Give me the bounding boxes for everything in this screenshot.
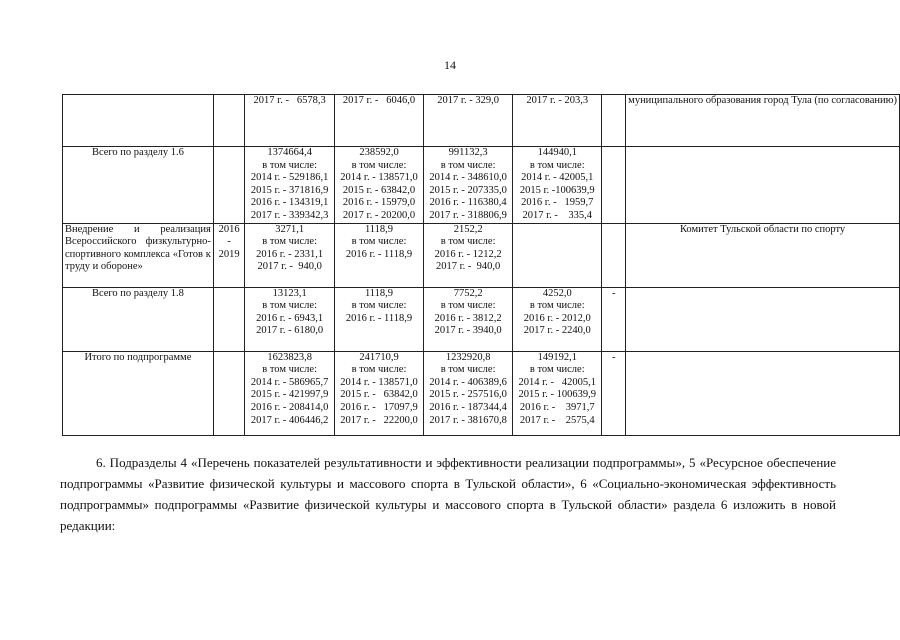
funding-line: 2017 г. - 406446,2: [250, 414, 329, 426]
funding-line: 2016 г. - 187344,4: [429, 401, 507, 413]
row-name-cell: Внедрение и реализация Всероссийского физкультурно-спортивного комплекса «Готов к труду и обороне»: [63, 223, 214, 287]
row-mark-cell: [602, 95, 626, 147]
funding-cell-c1: [245, 223, 335, 287]
responsible-cell: муниципального образования город Тула (по согласованию): [626, 95, 900, 147]
funding-line: 2017 г. - 2240,0: [523, 325, 591, 337]
funding-total: 1118,9: [364, 287, 394, 299]
funding-line: 2016 г. - 2012,0: [523, 312, 591, 324]
funding-line: в том числе:: [262, 236, 317, 248]
funding-line: 2015 г. - 257516,0: [429, 389, 507, 401]
funding-line: в том числе:: [351, 364, 407, 376]
funding-line: 2015 г. -100639,9: [519, 184, 595, 196]
budget-table-body: [63, 95, 900, 436]
funding-line: 2017 г. - 2575,4: [519, 414, 595, 426]
row-years-cell: 2016 - 2019: [213, 223, 244, 287]
funding-line: в том числе:: [351, 236, 407, 248]
funding-line: 2014 г. - 406389,6: [429, 376, 507, 388]
funding-cell-c3: [424, 223, 513, 287]
funding-line: в том числе:: [262, 159, 317, 171]
funding-line: 2016 г. - 1212,2: [434, 248, 502, 260]
funding-line: 2016 г. - 17097,9: [340, 401, 418, 413]
budget-table: [62, 94, 900, 436]
funding-total: 2152,2: [453, 223, 483, 235]
funding-line: 2014 г. - 586965,7: [250, 376, 329, 388]
responsible-cell: [626, 147, 900, 224]
responsible-cell: Комитет Тульской области по спорту: [626, 223, 900, 287]
funding-line: 2015 г. - 63842,0: [340, 389, 418, 401]
row-mark-cell: [602, 223, 626, 287]
funding-line: 2017 г. - 940,0: [435, 261, 501, 273]
funding-cell-c4: [513, 147, 602, 224]
funding-line: 2016 г. - 208414,0: [250, 401, 329, 413]
funding-line: 2016 г. - 3812,2: [434, 312, 502, 324]
funding-cell-c1: [245, 287, 335, 351]
funding-line: 2016 г. - 6943,1: [256, 312, 324, 324]
row-name-cell: Итого по подпрограмме: [63, 351, 214, 435]
funding-total: 238592,0: [359, 147, 399, 158]
funding-line: в том числе:: [440, 364, 496, 376]
page-number: 14: [444, 58, 456, 72]
funding-line: в том числе:: [529, 300, 585, 312]
funding-line: 2015 г. - 63842,0: [342, 184, 416, 196]
funding-line: 2016 г. - 1959,7: [521, 197, 594, 209]
funding-total: 144940,1: [537, 147, 577, 158]
funding-line: 2016 г. - 1118,9: [345, 312, 413, 324]
funding-line: в том числе:: [262, 300, 317, 312]
funding-total: 1623823,8: [267, 351, 312, 363]
funding-line: 2017 г. - 6180,0: [256, 325, 324, 337]
funding-total: 13123,1: [272, 287, 307, 299]
funding-cell-c3: [424, 351, 513, 435]
funding-line: 2014 г. - 529186,1: [250, 172, 329, 184]
amendment-paragraph: [60, 452, 836, 536]
funding-cell-c3: [424, 95, 513, 147]
funding-total: 241710,9: [359, 351, 399, 363]
funding-line: 2015 г. - 421997,9: [250, 389, 329, 401]
funding-total: 1232920,8: [445, 351, 491, 363]
funding-line: 2017 г. - 381670,8: [429, 414, 507, 426]
funding-line: 2016 г. - 134319,1: [250, 197, 329, 209]
funding-line: в том числе:: [529, 364, 585, 376]
funding-line: 2017 г. - 20200,0: [342, 209, 416, 221]
funding-cell-c2: [334, 95, 423, 147]
row-years-cell: [213, 147, 244, 224]
row-mark-cell: -: [602, 287, 626, 351]
funding-line: 2014 г. - 138571,0: [340, 172, 418, 184]
funding-line: в том числе:: [351, 159, 407, 171]
row-years-cell: [213, 95, 244, 147]
table-row: [63, 351, 900, 435]
funding-line: в том числе:: [351, 300, 407, 312]
row-years-cell: [213, 287, 244, 351]
table-row: [63, 147, 900, 224]
row-name-cell: [63, 95, 214, 147]
row-mark-cell: [602, 147, 626, 224]
funding-total: 2017 г. - 6046,0: [342, 95, 416, 106]
funding-line: в том числе:: [262, 364, 317, 376]
table-row: [63, 287, 900, 351]
funding-total: 7752,2: [453, 287, 483, 299]
funding-total: 2017 г. - 329,0: [437, 95, 499, 106]
row-mark-cell: -: [602, 351, 626, 435]
funding-total: 991132,3: [448, 147, 488, 158]
funding-line: 2015 г. - 100639,9: [518, 389, 596, 401]
table-row: [63, 223, 900, 287]
row-name-cell: Всего по разделу 1.6: [63, 147, 214, 224]
funding-cell-c4: [513, 95, 602, 147]
funding-line: 2014 г. - 138571,0: [340, 376, 418, 388]
funding-cell-c1: [245, 147, 335, 224]
funding-total: 1374664,4: [267, 147, 312, 158]
funding-total: 3271,1: [275, 223, 305, 235]
funding-line: 2016 г. - 3971,7: [519, 401, 595, 413]
funding-cell-c3: [424, 147, 513, 224]
funding-cell-c1: [245, 351, 335, 435]
row-name-cell: Всего по разделу 1.8: [63, 287, 214, 351]
funding-total: 4252,0: [542, 287, 572, 299]
funding-cell-c2: [334, 223, 423, 287]
funding-line: 2017 г. - 318806,9: [429, 209, 507, 221]
funding-line: 2016 г. - 2331,1: [256, 248, 324, 260]
funding-total: 1118,9: [364, 223, 394, 235]
funding-line: 2017 г. - 339342,3: [250, 209, 329, 221]
funding-cell-c3: [424, 287, 513, 351]
funding-cell-c4: [513, 351, 602, 435]
row-years-cell: [213, 351, 244, 435]
responsible-cell: [626, 351, 900, 435]
funding-cell-c4: [513, 223, 602, 287]
funding-cell-c2: [334, 351, 423, 435]
table-row: [63, 95, 900, 147]
funding-cell-c1: [245, 95, 335, 147]
funding-line: в том числе:: [440, 159, 496, 171]
funding-line: 2014 г. - 42005,1: [518, 376, 596, 388]
funding-line: в том числе:: [440, 300, 496, 312]
funding-total: 2017 г. - 6578,3: [253, 95, 326, 106]
funding-cell-c4: [513, 287, 602, 351]
funding-line: 2014 г. - 348610,0: [429, 172, 507, 184]
funding-line: 2016 г. - 15979,0: [342, 197, 416, 209]
funding-line: 2017 г. - 335,4: [522, 209, 593, 221]
funding-line: 2017 г. - 3940,0: [434, 325, 502, 337]
funding-total: 2017 г. - 203,3: [526, 95, 589, 106]
amendment-text: 6. Подразделы 4 «Перечень показателей результативности и эффективности реализации подпрограммы», 5 «Ресурсное обеспечение подпрограммы «Развитие физической культуры и массового спорта в Тульской области», 6 «Социально-экономическая эффективность подпрограммы» подпрограммы «Развитие физической культуры и массового спорта в Тульской области» раздела 6 изложить в новой редакции:: [60, 455, 836, 533]
funding-cell-c2: [334, 147, 423, 224]
funding-line: 2015 г. - 371816,9: [250, 184, 329, 196]
funding-line: 2015 г. - 207335,0: [429, 184, 507, 196]
funding-cell-c2: [334, 287, 423, 351]
funding-total: 149192,1: [537, 351, 577, 363]
funding-line: 2017 г. - 22200,0: [340, 414, 418, 426]
funding-line: 2017 г. - 940,0: [257, 261, 322, 273]
funding-line: 2016 г. - 116380,4: [429, 197, 507, 209]
funding-line: в том числе:: [440, 236, 496, 248]
funding-line: 2016 г. - 1118,9: [345, 248, 413, 260]
responsible-cell: [626, 287, 900, 351]
funding-line: 2014 г. - 42005,1: [521, 172, 594, 184]
funding-line: в том числе:: [529, 159, 585, 171]
